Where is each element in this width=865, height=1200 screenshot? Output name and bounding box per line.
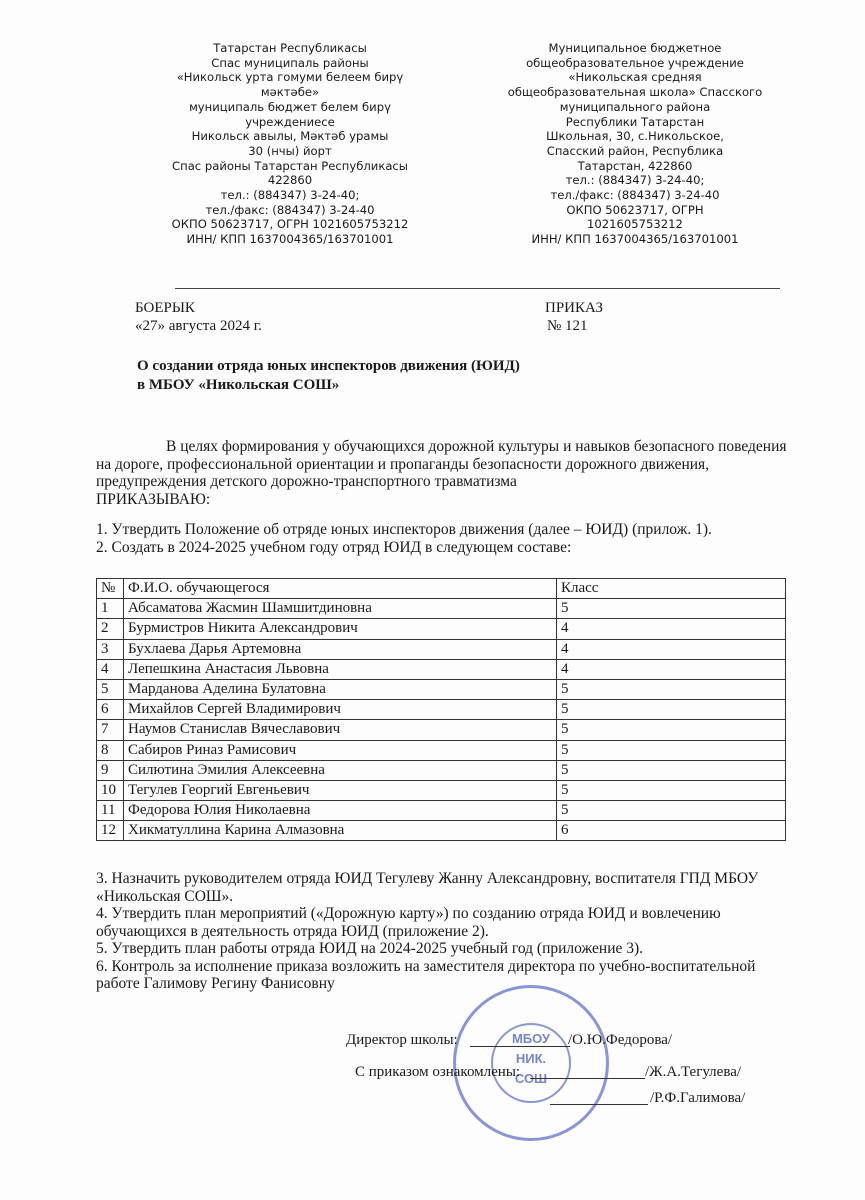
header-line: Татарстан, 422860 [577, 158, 693, 173]
header-line: общеобразовательное учреждение [526, 55, 744, 70]
table-row [97, 821, 786, 841]
header-line: ОКПО 50623717, ОГРН 1021605753212 [171, 217, 409, 232]
student-class: 5 [557, 700, 786, 720]
doc-type-tatar: БОЕРЫК [135, 300, 195, 316]
table-row [97, 740, 786, 760]
row-number: 11 [97, 801, 124, 821]
column-header: Класс [557, 579, 786, 599]
row-number: 2 [97, 619, 124, 639]
header-line: общеобразовательная школа» Спасского [507, 85, 763, 100]
row-number: 10 [97, 780, 124, 800]
row-number: 6 [97, 700, 124, 720]
doc-type: ПРИКАЗ [545, 300, 603, 316]
header-line: тел./факс: (884347) 3-24-40 [205, 202, 375, 217]
signature-line [530, 1078, 645, 1079]
students-table [96, 578, 786, 841]
row-number: 7 [97, 720, 124, 740]
row-number: 4 [97, 659, 124, 679]
table-row [97, 639, 786, 659]
signature-line [550, 1104, 648, 1105]
item-1: 1. Утвердить Положение об отряде юных инспекторов движения (далее – ЮИД) (прилож. 1). [96, 521, 712, 538]
student-name: Хикматуллина Карина Алмазовна [124, 821, 557, 841]
item-3: 3. Назначить руководителем отряда ЮИД Тегулеву Жанну Александровну, воспитателя ГПД МБОУ «Никольская СОШ». [96, 870, 759, 905]
header-line: Спасский район, Республика [546, 143, 724, 158]
row-number: 5 [97, 679, 124, 699]
student-class: 4 [557, 639, 786, 659]
column-header: Ф.И.О. обучающегося [124, 579, 557, 599]
student-name: Михайлов Сергей Владимирович [124, 700, 557, 720]
item-4: 4. Утвердить план мероприятий («Дорожную карту») по созданию отряда ЮИД и вовлечению обучающихся в деятельность отряда ЮИД (приложение 2). [96, 905, 721, 940]
student-class: 4 [557, 619, 786, 639]
table-row [97, 659, 786, 679]
row-number: 12 [97, 821, 124, 841]
header-line: Школьная, 30, с.Никольское, [546, 129, 724, 144]
ack-name-2: /Р.Ф.Галимова/ [650, 1090, 746, 1106]
doc-items [96, 870, 796, 993]
header-line: муниципального района [559, 99, 711, 114]
student-class: 6 [557, 821, 786, 841]
header-line: «Никольская средняя [568, 70, 702, 85]
student-name: Лепешкина Анастасия Львовна [124, 659, 557, 679]
table-row [97, 780, 786, 800]
item-5: 5. Утвердить план работы отряда ЮИД на 2024-2025 учебный год (приложение 3). [96, 940, 644, 957]
divider [175, 288, 780, 289]
ack-name-1: /Ж.А.Тегулева/ [645, 1064, 742, 1080]
student-name: Бурмистров Никита Александрович [124, 619, 557, 639]
table-header [97, 579, 786, 599]
signature-line [470, 1046, 570, 1047]
director-name: /О.Ю.Федорова/ [568, 1032, 673, 1048]
header-line: учреждениесе [245, 114, 335, 129]
row-number: 8 [97, 740, 124, 760]
table-row [97, 700, 786, 720]
table-row [97, 801, 786, 821]
column-header: № [97, 579, 124, 599]
header-line: 1021605753212 [587, 217, 683, 232]
doc-title [137, 357, 520, 395]
student-class: 5 [557, 780, 786, 800]
row-number: 3 [97, 639, 124, 659]
table-row [97, 599, 786, 619]
table-row [97, 619, 786, 639]
student-name: Силютина Эмилия Алексеевна [124, 760, 557, 780]
student-class: 5 [557, 801, 786, 821]
header-line: Никольск авылы, Мәктәб урамы [191, 129, 389, 144]
student-name: Тегулев Георгий Евгеньевич [124, 780, 557, 800]
director-label: Директор школы: [346, 1032, 458, 1048]
header-line: 422860 [267, 173, 313, 188]
intro-paragraph: В целях формирования у обучающихся дорожной культуры и навыков безопасного поведения на дороге, профессиональной ориентации и пропаганды безопасности дорожного движения, предупреждения детского дорожно-транспортного травматизма [96, 438, 787, 490]
table-row [97, 679, 786, 699]
title-line: в МБОУ «Никольская СОШ» [137, 377, 340, 393]
student-name: Наумов Станислав Вячеславович [124, 720, 557, 740]
student-name: Сабиров Риназ Рамисович [124, 740, 557, 760]
doc-number: № 121 [547, 318, 588, 334]
header-line: Спас муниципаль районы [211, 55, 369, 70]
header-line: мәктәбе» [260, 85, 320, 100]
ack-label: С приказом ознакомлены: [355, 1064, 521, 1080]
school-stamp: МБОУ НИК. СОШ [453, 985, 609, 1141]
header-right [490, 41, 780, 247]
doc-date: «27» августа 2024 г. [135, 318, 262, 334]
order-word: ПРИКАЗЫВАЮ: [96, 490, 211, 508]
header-line: «Никольск урта гомуми белеем бирү [176, 70, 404, 85]
header-line: тел./факс: (884347) 3-24-40 [550, 188, 720, 203]
table-row [97, 760, 786, 780]
header-line: ИНН/ КПП 1637004365/163701001 [186, 232, 394, 247]
student-class: 5 [557, 760, 786, 780]
student-class: 5 [557, 720, 786, 740]
item-2: 2. Создать в 2024-2025 учебном году отряд ЮИД в следующем составе: [96, 538, 572, 556]
student-class: 5 [557, 740, 786, 760]
header-line: 30 (нчы) йорт [248, 143, 332, 158]
header-line: Муниципальное бюджетное [548, 41, 722, 55]
header-line: ОКПО 50623717, ОГРН [566, 202, 704, 217]
title-line: О создании отряда юных инспекторов движения (ЮИД) [137, 358, 520, 374]
student-class: 5 [557, 599, 786, 619]
student-class: 5 [557, 679, 786, 699]
student-name: Марданова Аделина Булатовна [124, 679, 557, 699]
header-line: тел.: (884347) 3-24-40; [220, 188, 360, 203]
header-line: Спас районы Татарстан Республикасы [172, 158, 408, 173]
header-line: Татарстан Республикасы [213, 41, 367, 55]
header-line: ИНН/ КПП 1637004365/163701001 [531, 232, 739, 247]
header-line: муниципаль бюджет белем бирү [189, 99, 391, 114]
student-name: Абсаматова Жасмин Шамшитдиновна [124, 599, 557, 619]
doc-body [96, 438, 796, 556]
item-6: 6. Контроль за исполнение приказа возложить на заместителя директора по учебно-воспитательной работе Галимову Регину Фанисовну [96, 957, 756, 992]
header-line: тел.: (884347) 3-24-40; [565, 173, 705, 188]
student-class: 4 [557, 659, 786, 679]
header-left [150, 41, 430, 247]
student-name: Федорова Юлия Николаевна [124, 801, 557, 821]
header-line: Республики Татарстан [565, 114, 705, 129]
row-number: 1 [97, 599, 124, 619]
row-number: 9 [97, 760, 124, 780]
student-name: Бухлаева Дарья Артемовна [124, 639, 557, 659]
table-row [97, 720, 786, 740]
